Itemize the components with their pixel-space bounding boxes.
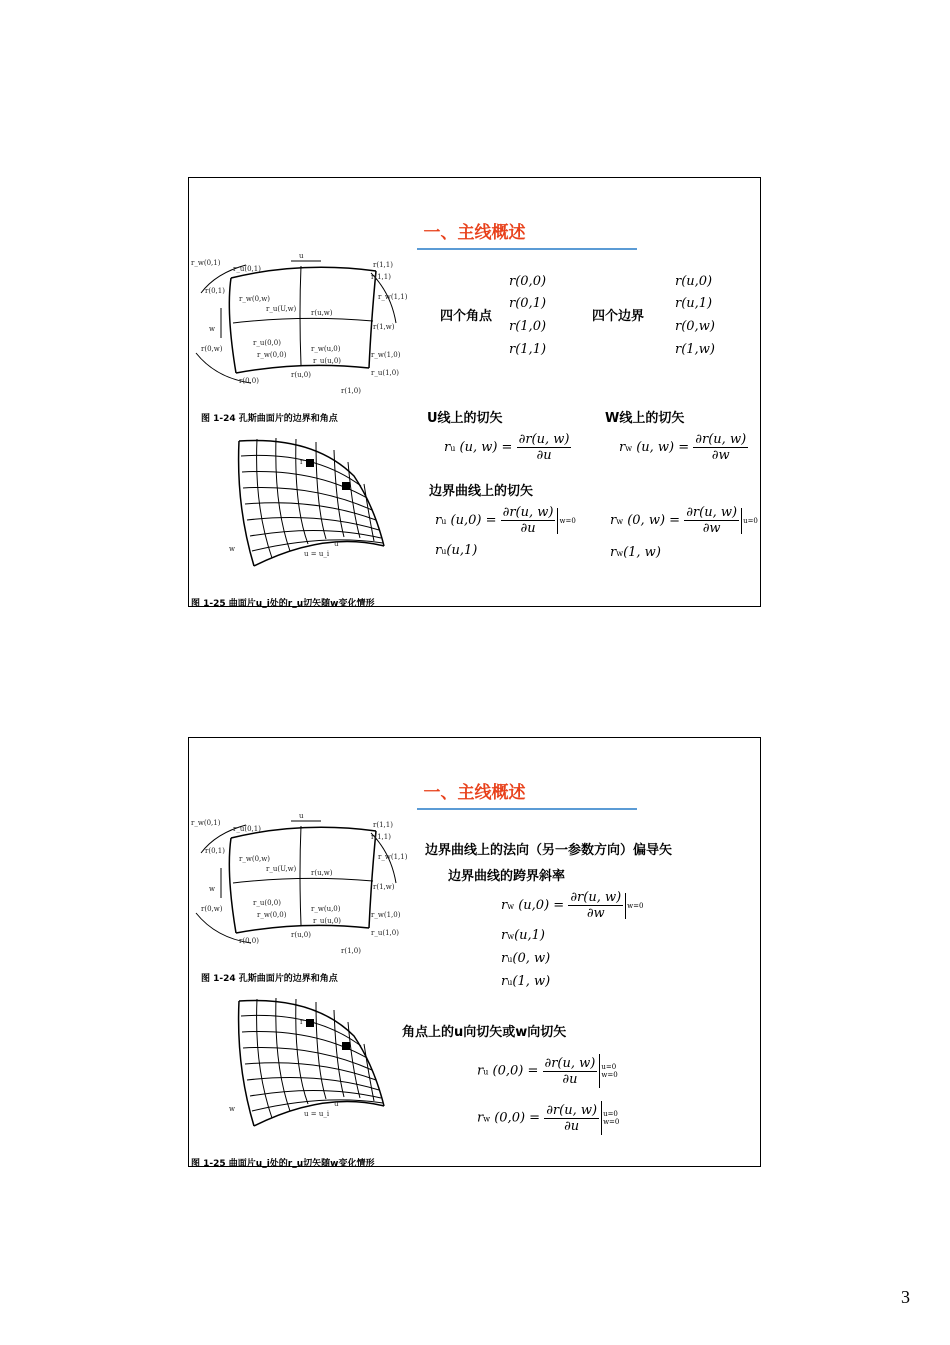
- boundary-tangent-label: 边界曲线上的切矢: [429, 484, 534, 499]
- fig-label: w: [209, 325, 215, 333]
- fig-label: r_u(U,w): [266, 305, 297, 313]
- fig-label: r(1,1): [373, 261, 393, 269]
- fig-label: r_w(1,0): [371, 911, 401, 919]
- fig-label: u = u_i: [304, 1110, 330, 1118]
- figure-caption: 图 1-25 曲面片u_i处的r_u切矢随w变化情形: [191, 1159, 375, 1169]
- slide-2: [188, 737, 761, 1167]
- title-underline: [417, 808, 637, 810]
- fig-label: r_w(0,0): [257, 351, 287, 359]
- slide-1: [188, 177, 761, 607]
- fig-label: r(u,w): [311, 309, 333, 317]
- w-line-tangent-label: W线上的切矢: [605, 411, 685, 426]
- boundary-tangent-formula: rw (0, w) = $\frac{\partial r(u, w)}{\partial w}$ u=0: [610, 505, 758, 536]
- normal-derivative-formula: ru(1, w): [501, 974, 551, 989]
- fig-label: u: [299, 813, 304, 820]
- fig-label: r(1,1): [371, 833, 391, 841]
- normal-derivative-formula: rw(u,1): [501, 928, 545, 943]
- boundary-item: r(u,0): [675, 274, 713, 289]
- fig-label: r_u(0,1): [233, 825, 261, 833]
- u-tangent-formula: ru (u, w) = $\frac{\partial r(u, w)}{\partial u}$: [444, 432, 570, 463]
- fig-label: r_w(0,w): [239, 295, 270, 303]
- fig-label: r(1,1): [373, 821, 393, 829]
- fig-label: r_u(1,0): [371, 369, 399, 377]
- fig-label: r(1,w): [373, 323, 395, 331]
- fig-label: r(1,w): [373, 883, 395, 891]
- fig-label: w: [229, 1105, 235, 1113]
- fig-label: r(1,0): [341, 947, 361, 955]
- fig-label: r(u,0): [291, 371, 311, 379]
- corner-item: r(0,0): [509, 274, 547, 289]
- coons-patch-boundary-figure: [191, 813, 416, 963]
- boundary-tangent-formula: rw(1, w): [610, 545, 661, 560]
- corner-item: r(1,1): [509, 342, 547, 357]
- fig-label: r_u(0,1): [233, 265, 261, 273]
- page-number: 3: [901, 1287, 910, 1307]
- boundary-item: r(1,w): [675, 342, 715, 357]
- w-tangent-formula: rw (u, w) = $\frac{\partial r(u, w)}{\partial w}$: [619, 432, 747, 463]
- boundary-item: r(0,w): [675, 319, 715, 334]
- fig-label: r: [300, 1018, 304, 1026]
- corner-tangent-formula: ru (0,0) = $\frac{\partial r(u, w)}{\partial u}$ u=0 w=0: [477, 1055, 618, 1087]
- fig-label: r_u(U,w): [266, 865, 297, 873]
- fig-label: r_u(1,0): [371, 929, 399, 937]
- fig-label: r_w(0,1): [191, 819, 221, 827]
- fig-label: r_u(0,0): [253, 899, 281, 907]
- tangent-variation-grid-figure: [224, 436, 394, 586]
- fig-label: r_w(1,1): [378, 853, 408, 861]
- tangent-variation-grid-figure: [224, 996, 394, 1146]
- normal-derivative-formula: rw (u,0) = $\frac{\partial r(u, w)}{\partial w}$ w=0: [501, 890, 644, 921]
- fig-label: r_w(1,1): [378, 293, 408, 301]
- fig-label: r_u(u,0): [313, 917, 342, 925]
- fig-label: r(0,1): [205, 847, 225, 855]
- boundary-tangent-formula: ru(u,1): [435, 543, 478, 558]
- fig-label: r_w(0,1): [191, 259, 221, 267]
- fig-label: r(1,0): [341, 387, 361, 395]
- title-underline: [417, 248, 637, 250]
- fig-label: r_u(u,0): [313, 357, 342, 365]
- fig-label: r_w(0,0): [257, 911, 287, 919]
- u-line-tangent-label: U线上的切矢: [427, 411, 503, 426]
- fig-label: r(1,1): [371, 273, 391, 281]
- fig-label: u: [299, 253, 304, 260]
- boundary-tangent-formula: ru (u,0) = $\frac{\partial r(u, w)}{\partial u}$ w=0: [435, 505, 576, 536]
- fig-label: w: [209, 885, 215, 893]
- fig-label: r_w(u,0): [311, 345, 341, 353]
- fig-label: w: [229, 545, 235, 553]
- fig-label: r: [300, 458, 304, 466]
- fig-label: u: [334, 1100, 339, 1108]
- boundaries-label: 四个边界: [592, 309, 645, 324]
- fig-label: r(0,w): [201, 345, 223, 353]
- fig-label: r(0,1): [205, 287, 225, 295]
- fig-label: r_w(0,w): [239, 855, 270, 863]
- slide-title: 一、主线概述: [423, 783, 526, 803]
- fig-label: r(u,0): [291, 931, 311, 939]
- fig-label: r(0,w): [201, 905, 223, 913]
- slide-title: 一、主线概述: [423, 223, 526, 243]
- boundary-item: r(u,1): [675, 296, 713, 311]
- corner-item: r(1,0): [509, 319, 547, 334]
- corner-tangent-formula: rw (0,0) = $\frac{\partial r(u, w)}{\partial u}$ u=0 w=0: [477, 1102, 620, 1134]
- fig-label: r_w(u,0): [311, 905, 341, 913]
- figure-caption: 图 1-24 孔斯曲面片的边界和角点: [201, 414, 338, 424]
- fig-label: r_u(0,0): [253, 339, 281, 347]
- corner-points-label: 四个角点: [440, 309, 493, 324]
- corner-tangent-label: 角点上的u向切矢或w向切矢: [402, 1025, 567, 1040]
- fig-label: r_w(1,0): [371, 351, 401, 359]
- fig-label: u = u_i: [304, 550, 330, 558]
- corner-item: r(0,1): [509, 296, 547, 311]
- figure-caption: 图 1-25 曲面片u_i处的r_u切矢随w变化情形: [191, 599, 375, 609]
- cross-boundary-slope-label: 边界曲线的跨界斜率: [448, 869, 566, 884]
- normal-derivative-label: 边界曲线上的法向（另一参数方向）偏导矢: [425, 843, 673, 858]
- fig-label: r(u,w): [311, 869, 333, 877]
- fig-label: r(0,0): [239, 377, 259, 385]
- coons-patch-boundary-figure: [191, 253, 416, 403]
- fig-label: r(0,0): [239, 937, 259, 945]
- fig-label: u: [334, 540, 339, 548]
- normal-derivative-formula: ru(0, w): [501, 951, 551, 966]
- figure-caption: 图 1-24 孔斯曲面片的边界和角点: [201, 974, 338, 984]
